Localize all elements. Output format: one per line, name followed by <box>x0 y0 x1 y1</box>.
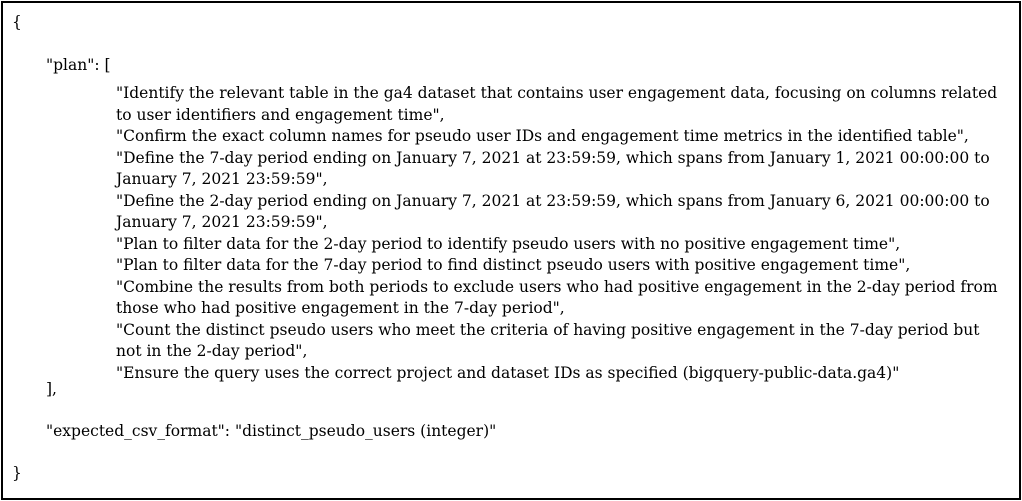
plan-items-list <box>116 83 1006 384</box>
close-brace: } <box>12 464 22 482</box>
expected-csv-format-line: "expected_csv_format": "distinct_pseudo_users (integer)" <box>46 422 497 440</box>
plan-item: "Identify the relevant table in the ga4 dataset that contains user engagement data, focusing on columns related to user identifiers and engagement time", <box>116 84 998 124</box>
plan-item: "Ensure the query uses the correct project and dataset IDs as specified (bigquery-public-data.ga4)" <box>116 363 900 382</box>
plan-item: "Confirm the exact column names for pseudo user IDs and engagement time metrics in the identified table", <box>116 127 969 145</box>
plan-key: "plan": [ <box>46 56 111 74</box>
plan-item: "Define the 2-day period ending on January 7, 2021 at 23:59:59, which spans from January 6, 2021 00:00:00 to January 7, 2021 23:59:59", <box>116 191 990 231</box>
plan-item: "Combine the results from both periods to exclude users who had positive engagement in the 2-day period from those who had positive engagement in the 7-day period", <box>116 277 998 317</box>
plan-item: "Plan to filter data for the 2-day period to identify pseudo users with no positive engagement time", <box>116 234 901 253</box>
plan-item: "Count the distinct pseudo users who meet the criteria of having positive engagement in the 7-day period but not in the 2-day period", <box>116 320 980 360</box>
plan-item: "Plan to filter data for the 7-day period to find distinct pseudo users with positive engagement time", <box>116 256 911 274</box>
plan-item: "Define the 7-day period ending on January 7, 2021 at 23:59:59, which spans from January 1, 2021 00:00:00 to January 7, 2021 23:59:59", <box>116 148 990 188</box>
json-document-panel <box>1 1 1021 500</box>
open-brace: { <box>12 13 22 31</box>
plan-close-bracket: ], <box>46 380 57 398</box>
